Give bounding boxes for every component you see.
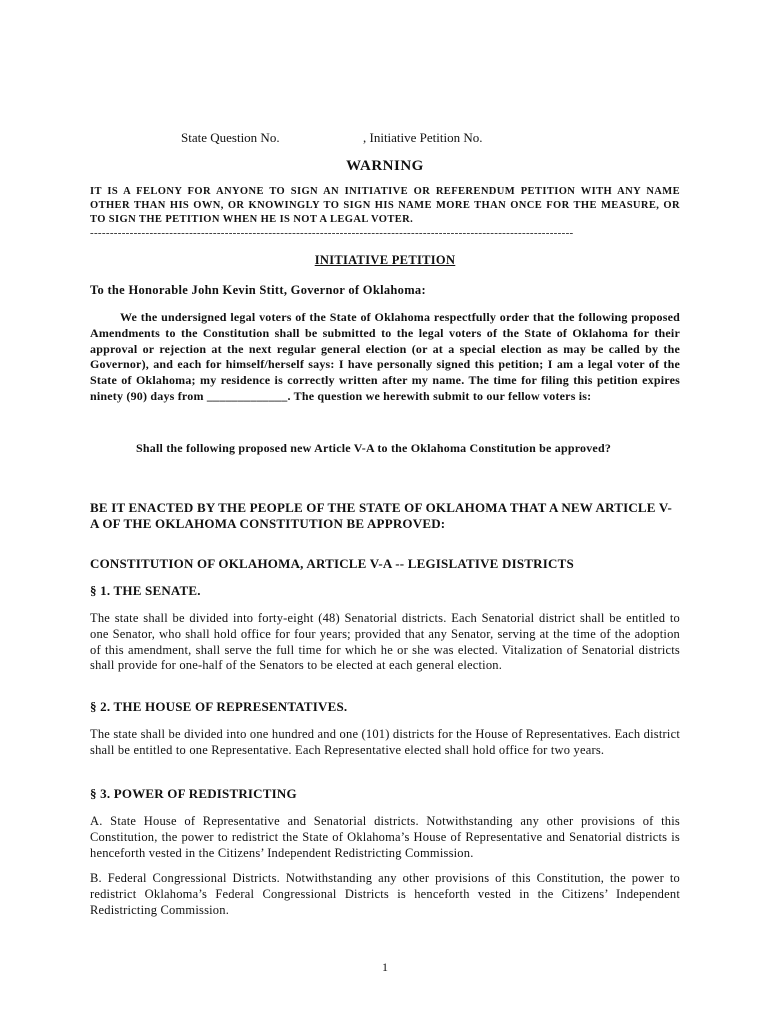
section-2-title: § 2. THE HOUSE OF REPRESENTATIVES.: [90, 699, 348, 714]
page-number: 1: [382, 960, 388, 974]
section-1-text: The state shall be divided into forty-eight (48) Senatorial districts. Each Senatorial district shall be entitled to one Senator, who shall hold office for four years; provided that any Senator, serving at the time of the adoption of this amendment, shall serve the full time for which he or she was elected. Vitalization of Senatorial districts shall provide for one-half of the Senators to be elected at each general election.: [90, 611, 680, 673]
section-3-paragraph-a: A. State House of Representative and Senatorial districts. Notwithstanding any other provisions of this Constitution, the power to redistrict the State of Oklahoma’s House of Representative and Senatorial districts is henceforth vested in the Citizens’ Independent Redistricting Commission.: [90, 814, 680, 860]
section-3-title: § 3. POWER OF REDISTRICTING: [90, 786, 297, 801]
section-3-paragraph-b: B. Federal Congressional Districts. Notwithstanding any other provisions of this Constitution, the power to redistrict Oklahoma’s Federal Congressional Districts is henceforth vested in the Citizens’ Independent Redistricting Commission.: [90, 871, 680, 917]
separator-line: --------------------------------------------------------------------------------------------------------------------------: [90, 227, 574, 239]
article-heading: CONSTITUTION OF OKLAHOMA, ARTICLE V-A -- LEGISLATIVE DISTRICTS: [90, 556, 574, 571]
warning-title: WARNING: [346, 158, 424, 174]
petition-paragraph-1: We the undersigned legal voters of the State of Oklahoma respectfully order that the following proposed Amendments to the Constitution shall be submitted to the legal voters of the State of Oklahoma for their approval or rejection at the next regular general election (or at a special election as may be called by the Governor), and each for himself/herself says: I have personally signed this petition; I am a legal voter of the State of Oklahoma; my residence is correctly written after my name. The time for filing this petition expires ninety (90) days from _____________. The question we herewith submit to our fellow voters is:: [90, 310, 680, 403]
section-2-text: The state shall be divided into one hundred and one (101) districts for the House of Representatives. Each district shall be entitled to one Representative. Each Representative elected shall hold office for two years.: [90, 727, 680, 757]
petition-title: INITIATIVE PETITION: [314, 253, 456, 267]
section-1-title: § 1. THE SENATE.: [90, 583, 201, 598]
enactment-clause: BE IT ENACTED BY THE PEOPLE OF THE STATE OF OKLAHOMA THAT A NEW ARTICLE V-A OF THE OKLAHOMA CONSTITUTION BE APPROVED:: [90, 500, 673, 531]
petition-question: Shall the following proposed new Article V-A to the Oklahoma Constitution be approved?: [136, 441, 612, 455]
petition-addressee: To the Honorable John Kevin Stitt, Governor of Oklahoma:: [90, 283, 426, 297]
warning-text: IT IS A FELONY FOR ANYONE TO SIGN AN INITIATIVE OR REFERENDUM PETITION WITH ANY NAME OTHER THAN HIS OWN, OR KNOWINGLY TO SIGN HIS NAME MORE THAN ONCE FOR THE MEASURE, OR TO SIGN THE PETITION WHEN HE IS NOT A LEGAL VOTER.: [90, 186, 680, 225]
initiative-petition-label: , Initiative Petition No.: [363, 130, 483, 145]
state-question-label: State Question No.: [181, 130, 280, 145]
